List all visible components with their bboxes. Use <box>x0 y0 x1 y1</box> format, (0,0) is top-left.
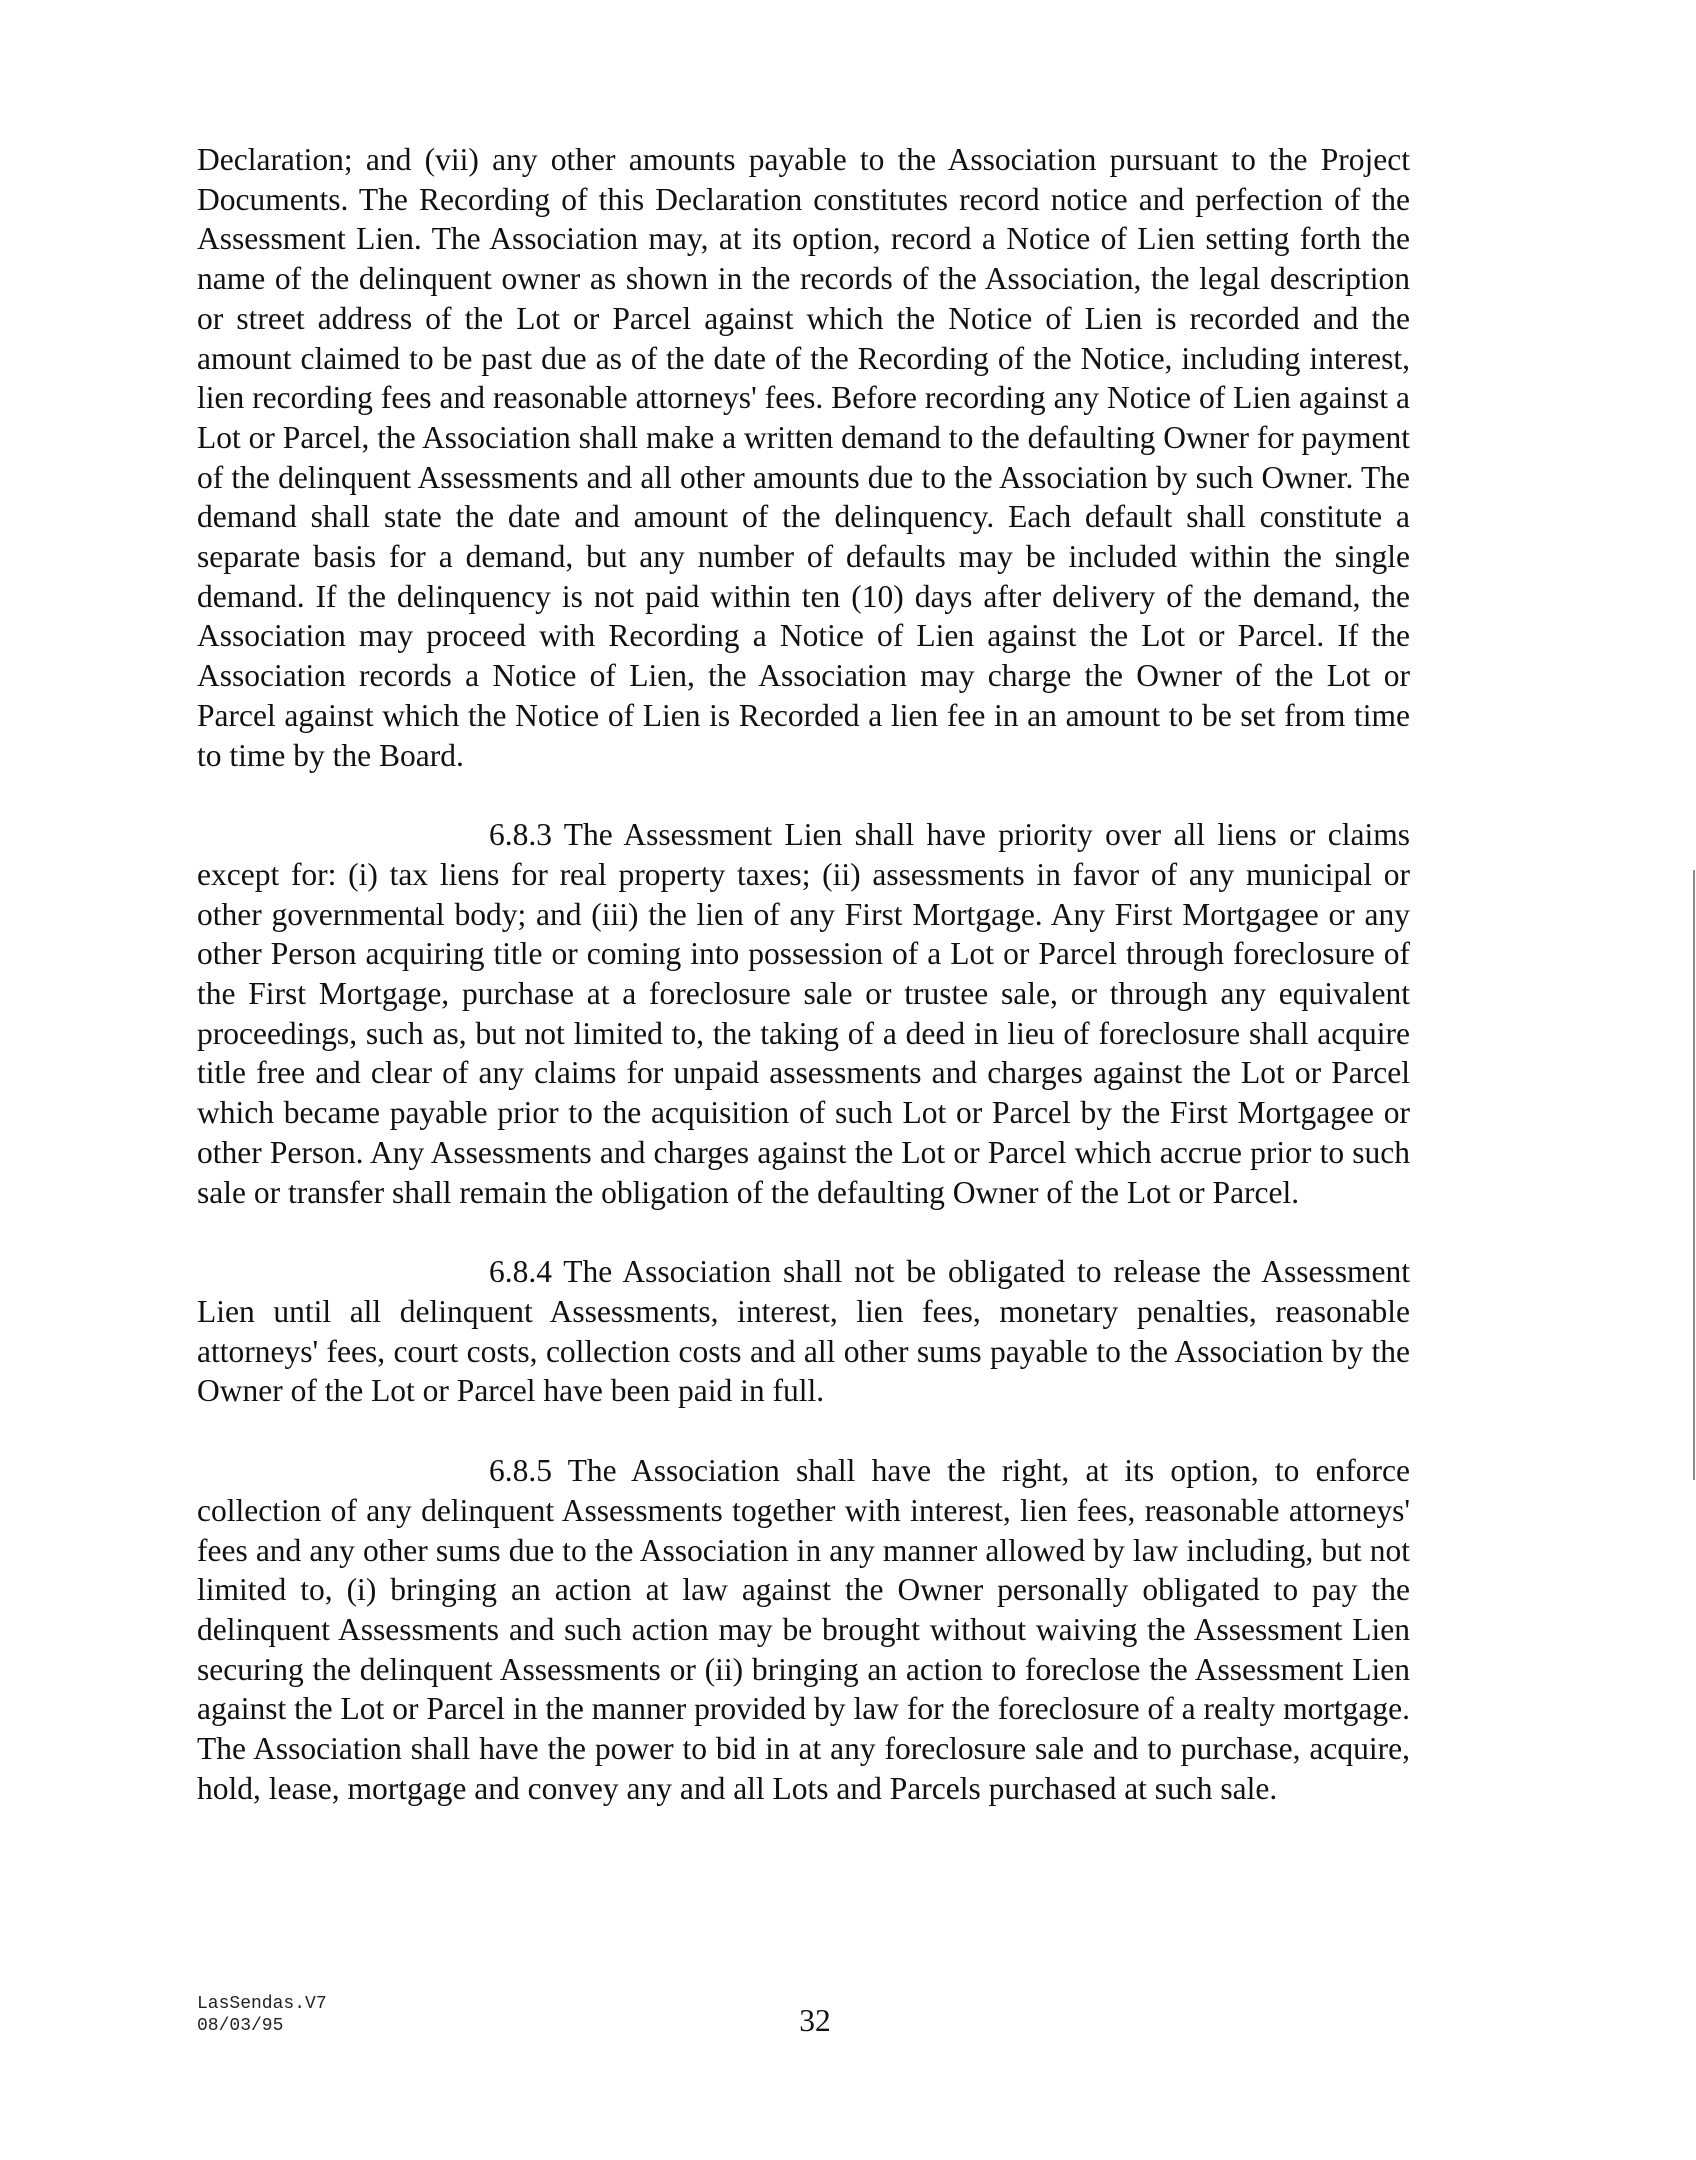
footer-doc-date: 08/03/95 <box>197 2016 284 2036</box>
footer-doc-name: LasSendas.V7 <box>197 1994 327 2014</box>
paragraph-continuation-declaration: Declaration; and (vii) any other amounts payable to the Association pursuant to the Project Documents. The Recording of this Declaration constitutes record notice and perfection of the Assessment Lien. The Association may, at its option, record a Notice of Lien setting forth the name of the delinquent owner as shown in the records of the Association, the legal description or street address of the Lot or Parcel against which the Notice of Lien is recorded and the amount claimed to be past due as of the date of the Recording of the Notice, including interest, lien recording fees and reasonable attorneys' fees. Before recording any Notice of Lien against a Lot or Parcel, the Association shall make a written demand to the defaulting Owner for payment of the delinquent Assessments and all other amounts due to the Association by such Owner. The demand shall state the date and amount of the delinquency. Each default shall constitute a separate basis for a demand, but any number of defaults may be included within the single demand. If the delinquency is not paid within ten (10) days after delivery of the demand, the Association may proceed with Recording a Notice of Lien against the Lot or Parcel. If the Association records a Notice of Lien, the Association may charge the Owner of the Lot or Parcel against which the Notice of Lien is Recorded a lien fee in an amount to be set from time to time by the Board. <box>197 142 1410 773</box>
paragraph-section-6-8-3: 6.8.3 The Assessment Lien shall have priority over all liens or claims except for: (i) tax liens for real property taxes; (ii) assessments in favor of any municipal or other governmental body; and (iii) the lien of any First Mortgage. Any First Mortgagee or any other Person acquiring title or coming into possession of a Lot or Parcel through foreclosure of the First Mortgage, purchase at a foreclosure sale or trustee sale, or through any equivalent proceedings, such as, but not limited to, the taking of a deed in lieu of foreclosure shall acquire title free and clear of any claims for unpaid assessments and charges against the Lot or Parcel which became payable prior to the acquisition of such Lot or Parcel by the First Mortgagee or other Person. Any Assessments and charges against the Lot or Parcel which accrue prior to such sale or transfer shall remain the obligation of the defaulting Owner of the Lot or Parcel. <box>197 817 1410 1210</box>
paragraph-section-6-8-4: 6.8.4 The Association shall not be obligated to release the Assessment Lien until all delinquent Assessments, interest, lien fees, monetary penalties, reasonable attorneys' fees, court costs, collection costs and all other sums payable to the Association by the Owner of the Lot or Parcel have been paid in full. <box>197 1254 1410 1409</box>
footer-document-id <box>197 1993 327 2037</box>
document-body <box>197 140 1410 1848</box>
page-number: 32 <box>799 2003 831 2038</box>
scan-edge-line <box>1693 870 1695 1480</box>
paragraph-section-6-8-5: 6.8.5 The Association shall have the right, at its option, to enforce collection of any delinquent Assessments together with interest, lien fees, reasonable attorneys' fees and any other sums due to the Association in any manner allowed by law including, but not limited to, (i) bringing an action at law against the Owner personally obligated to pay the delinquent Assessments and such action may be brought without waiving the Assessment Lien securing the delinquent Assessments or (ii) bringing an action to foreclose the Assessment Lien against the Lot or Parcel in the manner provided by law for the foreclosure of a realty mortgage. The Association shall have the power to bid in at any foreclosure sale and to purchase, acquire, hold, lease, mortgage and convey any and all Lots and Parcels purchased at such sale. <box>197 1453 1410 1806</box>
